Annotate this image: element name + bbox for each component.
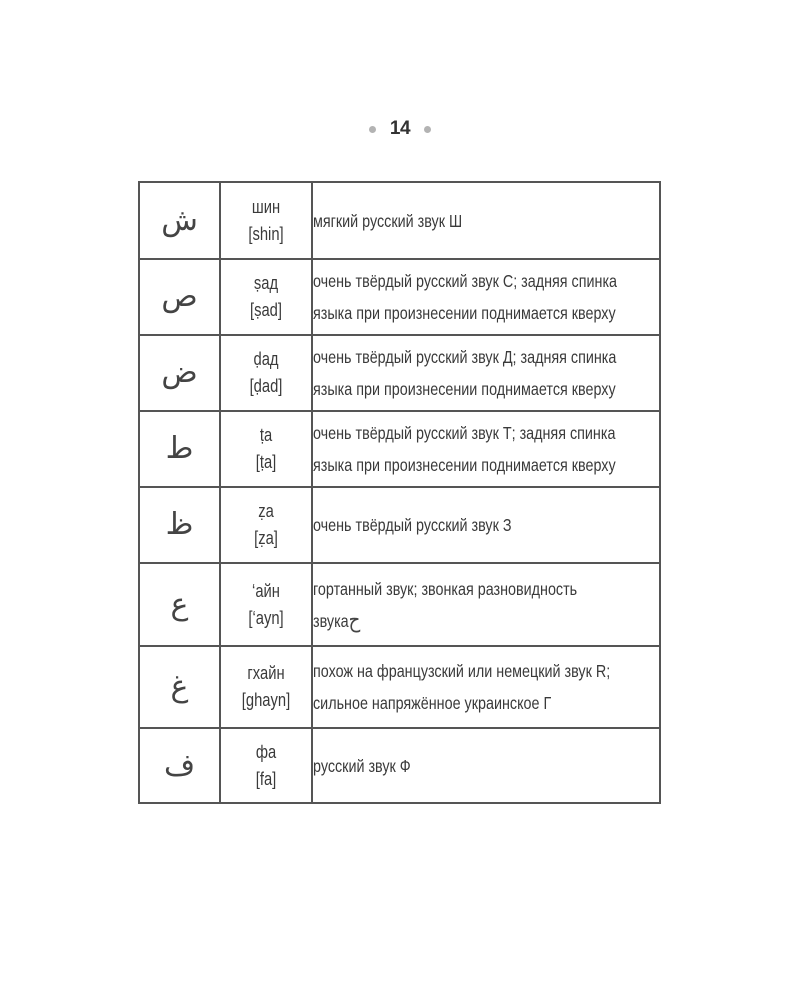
description-line: очень твёрдый русский звук Д; задняя спинка [313, 347, 617, 367]
letter-cell [139, 182, 220, 259]
letter-name-cyrillic: фа [255, 741, 277, 762]
description-line: сильное напряжённое украинское Г [313, 693, 552, 713]
arabic-alphabet-table [138, 181, 661, 804]
description-line: русский звук Ф [313, 755, 411, 776]
page-header [0, 118, 800, 140]
name-cell [220, 646, 312, 728]
description-cell [312, 182, 660, 259]
description-cell [312, 411, 660, 487]
letter-cell [139, 563, 220, 646]
description-line: языка при произнесении поднимается кверху [313, 303, 616, 323]
inline-arabic-letter: ح [348, 607, 361, 633]
name-cell [220, 335, 312, 411]
name-cell [220, 259, 312, 335]
arabic-letter: ع [170, 586, 189, 622]
description-line: похож на французский или немецкий звук R; [313, 661, 611, 681]
description-line: очень твёрдый русский звук С; задняя спинка [313, 271, 618, 291]
letter-cell [139, 259, 220, 335]
letter-name-latin: [ṭa] [255, 452, 277, 472]
table-row [139, 335, 660, 411]
letter-name-cyrillic: шин [251, 196, 281, 217]
description-cell [312, 646, 660, 728]
description-cell [312, 335, 660, 411]
arabic-letter: ظ [165, 507, 194, 542]
description-line: очень твёрдый русский звук Т; задняя спинка [313, 423, 616, 443]
description-line: мягкий русский звук Ш [313, 210, 463, 231]
letter-name-cyrillic: ṣад [253, 273, 279, 293]
arabic-letter: ط [165, 431, 194, 466]
left-dot-ornament [369, 126, 376, 133]
table-row [139, 259, 660, 335]
arabic-letter: ش [161, 202, 198, 238]
letter-cell [139, 646, 220, 728]
description-line: гортанный звук; звонкая разновидность [313, 578, 578, 599]
letter-name-cyrillic: ‘айн [252, 580, 280, 601]
description-cell [312, 563, 660, 646]
letter-name-latin: [ḍad] [249, 376, 283, 396]
description-cell [312, 487, 660, 563]
arabic-letter: ص [161, 279, 198, 314]
page-number: 14 [389, 118, 411, 139]
letter-name-latin: [ẓa] [254, 528, 278, 548]
letter-name-latin: [ṣad] [249, 300, 283, 320]
letter-cell [139, 728, 220, 803]
description-cell [312, 259, 660, 335]
name-cell [220, 728, 312, 803]
table-row [139, 182, 660, 259]
letter-name-latin: [shin] [248, 223, 284, 244]
letter-name-latin: [ghayn] [241, 690, 291, 710]
description-line: очень твёрдый русский звук З [313, 515, 512, 535]
description-line: языка при произнесении поднимается кверху [313, 379, 616, 399]
description-text: звука [313, 610, 349, 631]
table-row [139, 646, 660, 728]
letter-name-cyrillic: гхайн [247, 663, 285, 683]
arabic-letter: ض [161, 355, 198, 390]
description-line-with-letter [313, 605, 597, 637]
arabic-letter: ف [163, 747, 196, 783]
name-cell [220, 487, 312, 563]
right-dot-ornament [424, 126, 431, 133]
table-row [139, 563, 660, 646]
table-row [139, 728, 660, 803]
name-cell [220, 563, 312, 646]
description-line: языка при произнесении поднимается кверху [313, 455, 616, 475]
table-row [139, 487, 660, 563]
letter-name-latin: [‘ayn] [248, 607, 284, 628]
description-cell [312, 728, 660, 803]
letter-cell [139, 335, 220, 411]
table-row [139, 411, 660, 487]
letter-name-cyrillic: ṭа [259, 425, 273, 445]
name-cell [220, 411, 312, 487]
letter-name-cyrillic: ẓа [258, 501, 274, 521]
arabic-letter: غ [170, 669, 189, 704]
letter-cell [139, 487, 220, 563]
letter-cell [139, 411, 220, 487]
letter-name-cyrillic: ḍад [253, 349, 279, 369]
letter-name-latin: [fa] [255, 768, 277, 789]
name-cell [220, 182, 312, 259]
